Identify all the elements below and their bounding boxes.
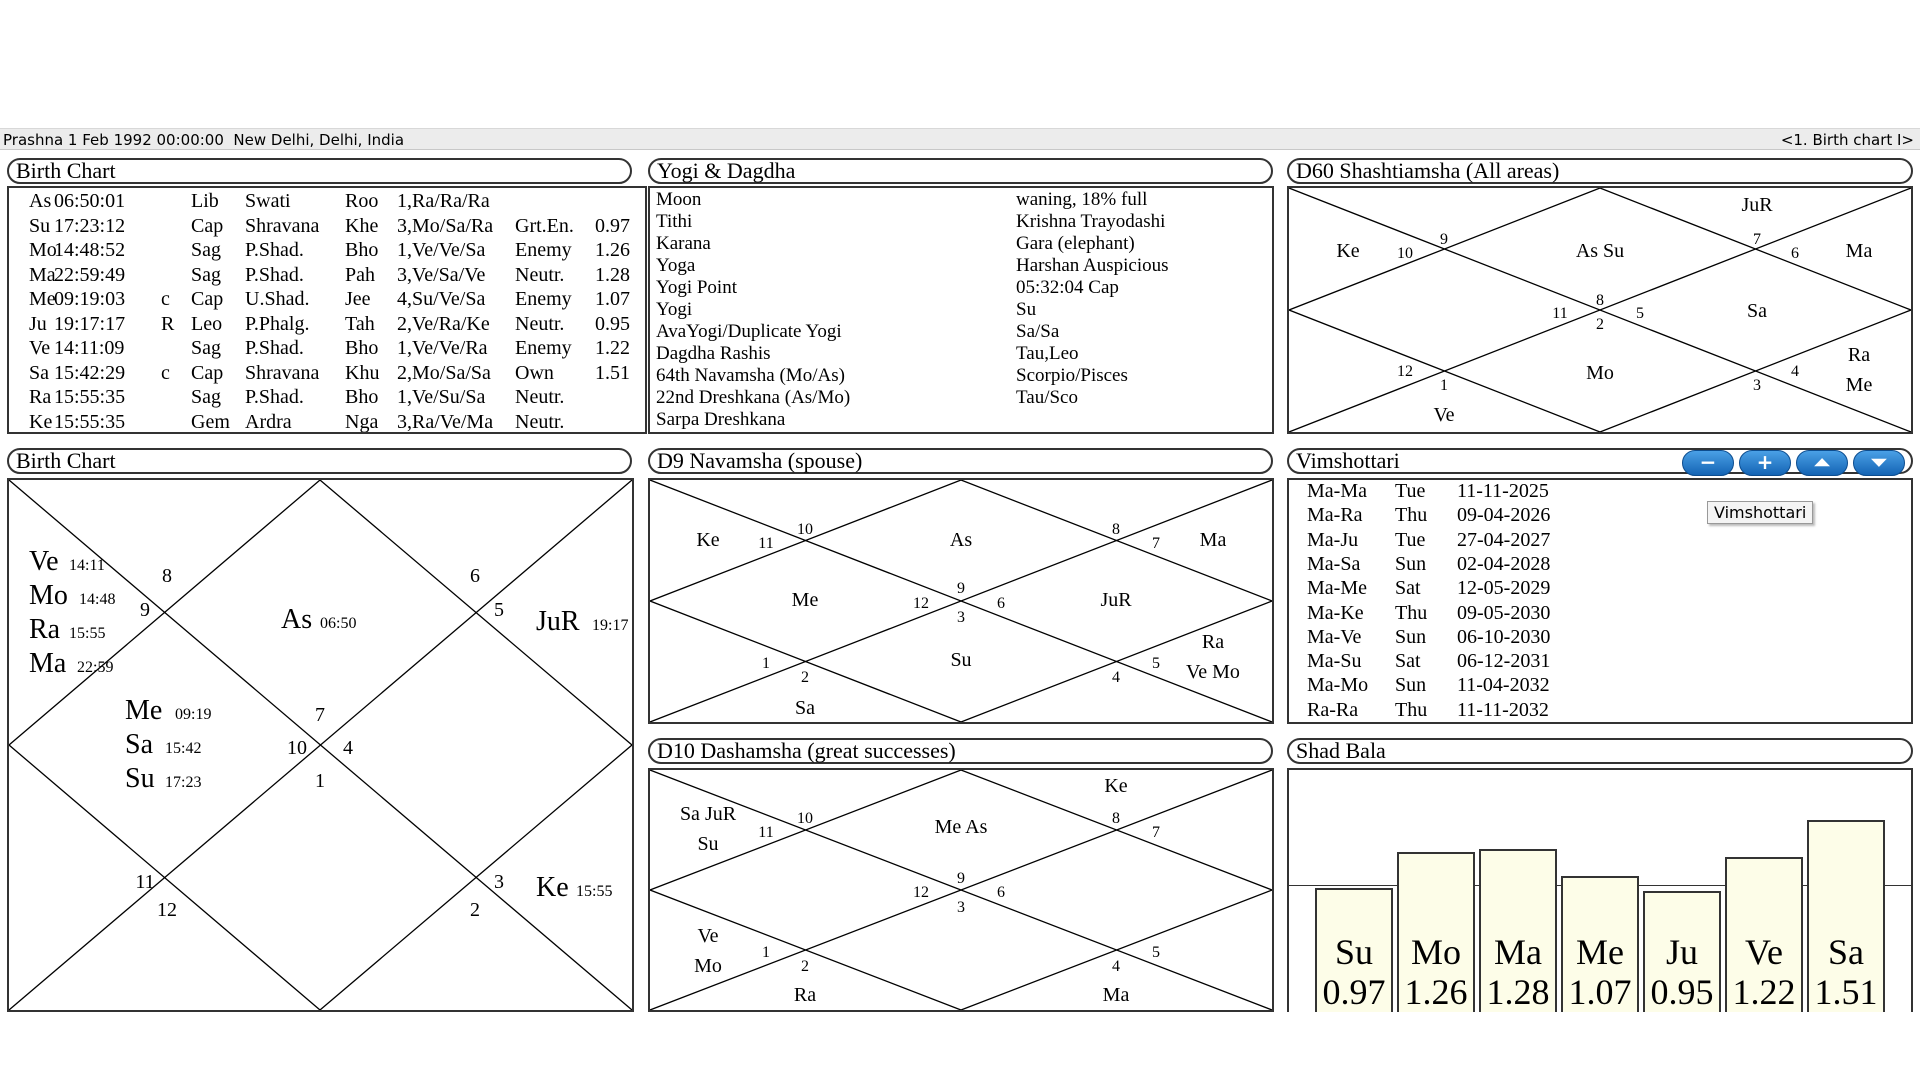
d60-house12: JuR [1741, 194, 1773, 216]
cell-k: Tah [345, 312, 375, 335]
dasha-a: Ra-Ra [1307, 698, 1359, 721]
d10-num: 6 [997, 884, 1005, 901]
yogi-row [654, 409, 1274, 431]
cell-v: 0.95 [595, 312, 630, 335]
cell-r: R [161, 312, 175, 335]
house-num: 6 [470, 565, 480, 587]
cell-n: Shravana [245, 214, 320, 237]
d60-num: 12 [1397, 363, 1413, 380]
cell-p: Ke [29, 410, 53, 433]
cell-n: P.Shad. [245, 239, 304, 261]
asc-time: 06:50 [320, 615, 357, 632]
vimshottari-title[interactable]: Vimshottari [1287, 448, 1913, 474]
d60-num: 10 [1397, 245, 1413, 262]
cell-k: Pah [345, 263, 375, 286]
yogi-row [654, 211, 1274, 233]
cell-k: Bho [345, 337, 379, 359]
dasha-dt: 06-12-2031 [1457, 650, 1551, 673]
chart-info: Prashna 1 Feb 1992 00:00:00 New Delhi, Delhi, India [3, 131, 405, 149]
d9-house9-a: Ra [1201, 631, 1225, 653]
d10-num: 11 [758, 824, 774, 841]
d10-house12: Ke [1104, 775, 1128, 797]
house-num: 4 [343, 737, 353, 759]
ketu-time: 15:55 [576, 883, 613, 900]
d60-house10: Sa [1747, 300, 1767, 322]
planet-row [9, 214, 647, 238]
d10-house1: Me As [934, 816, 988, 838]
d10-num: 8 [1112, 810, 1120, 827]
d9-num: 8 [1112, 521, 1120, 538]
d9-house7: Su [950, 649, 972, 671]
bar-value-label: 1.22 [1732, 972, 1796, 1012]
cell-rel: Neutr. [515, 263, 565, 286]
d60-num: 1 [1440, 377, 1448, 394]
yogi-key: AvaYogi/Duplicate Yogi [656, 321, 842, 342]
yogi-value: waning, 18% full [1016, 189, 1148, 210]
sun-time: 17:23 [165, 774, 202, 791]
dasha-dt: 09-04-2026 [1457, 504, 1551, 527]
d10-title[interactable]: D10 Dashamsha (great successes) [648, 738, 1273, 764]
house-num: 12 [157, 899, 177, 921]
planet-row [9, 287, 647, 311]
cell-t: 22:59:49 [54, 263, 126, 286]
d60-num: 5 [1636, 305, 1644, 322]
cell-d: 3,Ra/Ve/Ma [397, 410, 494, 433]
cell-k: Nga [345, 410, 379, 433]
yogi-key: Tithi [656, 211, 693, 232]
d9-house11: Ma [1199, 529, 1227, 551]
dasha-row[interactable] [1307, 553, 1867, 577]
d10-num: 9 [957, 870, 965, 887]
bar-area [1289, 770, 1911, 1012]
dasha-d: Sun [1395, 552, 1427, 575]
dasha-a: Ma-Ra [1307, 504, 1363, 527]
yogi-value: 05:32:04 Cap [1016, 277, 1119, 298]
cell-s: Sag [191, 239, 221, 261]
yogi-row [654, 277, 1274, 299]
cell-r: c [161, 361, 170, 384]
birth-table-panel [7, 186, 647, 434]
yogi-table [654, 189, 1274, 434]
dasha-dt: 11-04-2032 [1457, 674, 1550, 697]
bar-value-label: 1.28 [1486, 972, 1550, 1012]
d60-house6: Ve [1433, 404, 1455, 426]
yogi-key: Yogi [656, 299, 693, 320]
cell-n: U.Shad. [245, 288, 310, 310]
yogi-value: Sa/Sa [1016, 321, 1060, 342]
cell-rel: Enemy [515, 239, 572, 261]
mercury-time: 09:19 [175, 706, 212, 723]
expand-button[interactable]: + [1739, 450, 1791, 476]
yogi-row [654, 387, 1274, 409]
dasha-row[interactable] [1307, 650, 1867, 674]
bar-planet-label: Mo [1410, 932, 1461, 972]
cell-d: 2,Mo/Sa/Sa [397, 361, 491, 384]
dasha-a: Ma-Ma [1307, 480, 1367, 502]
dasha-a: Ma-Ke [1307, 601, 1364, 624]
d9-house9-b: Ve Mo [1186, 661, 1240, 683]
d60-house9-a: Ra [1847, 344, 1871, 366]
mars-label: Ma [29, 648, 67, 679]
asc-planet: As [281, 604, 313, 635]
d9-num: 12 [913, 595, 929, 612]
moon-time: 14:48 [79, 591, 116, 608]
cell-v: 1.28 [595, 263, 630, 286]
bar-value-label: 0.95 [1650, 972, 1714, 1012]
d60-chart-svg [1289, 188, 1911, 432]
cell-t: 09:19:03 [54, 288, 126, 310]
mercury-label: Me [125, 695, 163, 726]
cell-n: P.Shad. [245, 386, 304, 408]
d10-num: 5 [1152, 944, 1160, 961]
cell-p: Ve [29, 337, 51, 359]
dasha-a: Ma-Ju [1307, 528, 1359, 551]
birth-chart-svg [9, 480, 632, 1010]
cell-s: Gem [191, 410, 230, 433]
jupiter-time: 19:17 [592, 617, 629, 634]
cell-rel: Neutr. [515, 312, 565, 335]
d60-house3: Ke [1336, 240, 1360, 262]
d9-house1: As [949, 529, 973, 551]
house-num: 9 [140, 599, 150, 621]
cell-rel: Neutr. [515, 410, 565, 433]
dasha-dt: 12-05-2029 [1457, 577, 1551, 600]
cell-r: c [161, 288, 170, 310]
bar-value-label: 0.97 [1322, 972, 1386, 1012]
yogi-row [654, 233, 1274, 255]
dasha-d: Sat [1395, 577, 1421, 600]
d60-title[interactable]: D60 Shashtiamsha (All areas) [1287, 158, 1913, 184]
yogi-dagdha-title[interactable]: Yogi & Dagdha [648, 158, 1273, 184]
cell-p: Ju [29, 312, 47, 335]
cell-d: 1,Ve/Ve/Sa [397, 239, 486, 261]
dasha-row[interactable] [1307, 626, 1867, 650]
venus-time: 14:11 [69, 557, 105, 574]
chart-selector[interactable]: <1. Birth chart I> [1780, 131, 1914, 149]
bar-value-label: 1.07 [1568, 972, 1632, 1012]
cell-s: Sag [191, 386, 221, 408]
d9-num: 11 [758, 535, 774, 552]
d10-house2-b: Su [697, 833, 719, 855]
d9-num: 3 [957, 609, 965, 626]
cell-rel: Grt.En. [515, 214, 574, 237]
rahu-time: 15:55 [69, 625, 106, 642]
d60-num: 3 [1753, 377, 1761, 394]
d10-num: 2 [801, 958, 809, 975]
cell-v: 1.22 [595, 337, 630, 359]
d10-house5-b: Mo [694, 955, 722, 977]
cell-rel: Neutr. [515, 386, 565, 408]
cell-p: Mo [29, 239, 57, 261]
d10-num: 12 [913, 884, 929, 901]
house-num: 10 [287, 737, 307, 759]
d9-num: 5 [1152, 655, 1160, 672]
dasha-d: Thu [1395, 601, 1428, 624]
cell-v: 1.26 [595, 239, 630, 261]
yogi-value: Gara (elephant) [1016, 233, 1135, 254]
dasha-dt: 11-11-2032 [1457, 698, 1549, 721]
cell-s: Cap [191, 361, 224, 384]
d10-house6: Ra [793, 984, 817, 1006]
cell-t: 14:11:09 [54, 337, 125, 359]
yogi-value: Krishna Trayodashi [1016, 211, 1166, 232]
cell-t: 14:48:52 [54, 239, 126, 261]
planet-table [9, 189, 647, 434]
yogi-key: Dagdha Rashis [656, 343, 771, 364]
d60-num: 4 [1791, 363, 1799, 380]
tooltip: Vimshottari [1707, 501, 1813, 524]
d10-num: 7 [1152, 824, 1160, 841]
cell-s: Lib [191, 190, 219, 212]
house-num: 5 [494, 599, 504, 621]
house-num: 11 [135, 871, 155, 893]
bar-planet-label: Ma [1494, 932, 1542, 972]
d10-num: 3 [957, 899, 965, 916]
cell-rel: Enemy [515, 288, 572, 310]
cell-t: 15:55:35 [54, 410, 126, 433]
house-num: 1 [315, 770, 325, 792]
dasha-row[interactable] [1307, 602, 1867, 626]
rahu-label: Ra [29, 614, 61, 645]
cell-k: Khe [345, 214, 379, 237]
dasha-d: Tue [1395, 480, 1426, 502]
planet-row [9, 238, 647, 262]
yogi-dagdha-panel [648, 186, 1274, 434]
bar-planet-label: Su [1334, 932, 1374, 972]
vimshottari-panel [1287, 478, 1913, 724]
birth-table-title[interactable]: Birth Chart [7, 158, 632, 184]
cell-n: Swati [245, 190, 291, 212]
cell-n: Ardra [245, 410, 292, 433]
cell-s: Cap [191, 288, 224, 310]
cell-s: Sag [191, 263, 221, 286]
dasha-dt: 09-05-2030 [1457, 601, 1551, 624]
d60-num: 7 [1753, 231, 1761, 248]
cell-d: 1,Ra/Ra/Ra [397, 190, 490, 212]
planet-row [9, 263, 647, 287]
mars-time: 22:59 [77, 659, 114, 676]
dasha-d: Thu [1395, 504, 1428, 527]
cell-n: P.Phalg. [245, 312, 310, 335]
d9-num: 2 [801, 669, 809, 686]
d9-num: 7 [1152, 535, 1160, 552]
house-num: 2 [470, 899, 480, 921]
cell-k: Khu [345, 361, 380, 384]
birth-chart-title[interactable]: Birth Chart [7, 448, 632, 474]
cell-v: 1.07 [595, 288, 630, 310]
d10-num: 4 [1112, 958, 1120, 975]
d9-num: 6 [997, 595, 1005, 612]
dasha-dt: 11-11-2025 [1457, 480, 1549, 502]
house-num: 7 [315, 704, 325, 726]
birth-chart[interactable] [7, 478, 634, 1012]
dasha-a: Ma-Me [1307, 577, 1367, 600]
dasha-dt: 02-04-2028 [1457, 552, 1551, 575]
d9-num: 10 [797, 521, 813, 538]
d60-num: 11 [1552, 305, 1568, 322]
jupiter-label: JuR [536, 606, 580, 637]
cell-p: Sa [29, 361, 49, 384]
cell-p: Ra [29, 386, 52, 408]
d60-num: 8 [1596, 292, 1604, 309]
d60-house7: Mo [1586, 362, 1614, 384]
d9-house3: Ke [696, 529, 720, 551]
d10-num: 10 [797, 810, 813, 827]
dasha-row[interactable] [1307, 699, 1867, 723]
yogi-row [654, 343, 1274, 365]
d9-chart[interactable] [648, 478, 1274, 724]
saturn-label: Sa [125, 729, 153, 760]
cell-t: 17:23:12 [54, 214, 126, 237]
yogi-row [654, 321, 1274, 343]
d9-house10: JuR [1100, 589, 1132, 611]
cell-p: Su [29, 214, 51, 237]
planet-row [9, 361, 647, 385]
yogi-key: Karana [656, 233, 711, 254]
d9-num: 4 [1112, 669, 1120, 686]
planet-row [9, 336, 647, 360]
d60-num: 2 [1596, 316, 1604, 333]
planet-row [9, 312, 647, 336]
bar-planet-label: Sa [1828, 932, 1864, 972]
chart-info-bar [0, 128, 1920, 150]
cell-v: 1.51 [595, 361, 630, 384]
scroll-down-button[interactable]: ⏷ [1853, 450, 1905, 476]
d10-chart-svg [650, 770, 1272, 1010]
d10-house2-a: Sa JuR [679, 803, 737, 825]
dasha-a: Ma-Sa [1307, 552, 1361, 575]
sun-label: Su [125, 763, 155, 794]
d10-house8: Ma [1102, 984, 1130, 1006]
cell-p: Me [29, 288, 56, 310]
d9-chart-svg [650, 480, 1272, 722]
saturn-time: 15:42 [165, 740, 202, 757]
cell-rel: Enemy [515, 337, 572, 359]
cell-t: 19:17:17 [54, 312, 126, 335]
cell-p: Ma [29, 263, 56, 286]
yogi-value: Scorpio/Pisces [1016, 365, 1128, 386]
cell-d: 1,Ve/Su/Sa [397, 386, 486, 408]
yogi-row [654, 299, 1274, 321]
yogi-value: Tau/Sco [1016, 387, 1078, 408]
cell-t: 06:50:01 [54, 190, 126, 212]
cell-k: Roo [345, 190, 379, 212]
ketu-label: Ke [536, 872, 569, 903]
dasha-a: Ma-Su [1307, 650, 1362, 673]
yogi-key: Sarpa Dreshkana [656, 409, 786, 430]
d9-num: 1 [762, 655, 770, 672]
dasha-d: Thu [1395, 698, 1428, 721]
d9-title[interactable]: D9 Navamsha (spouse) [648, 448, 1273, 474]
bar-value-label: 1.51 [1814, 972, 1878, 1012]
planet-row [9, 410, 647, 434]
cell-d: 4,Su/Ve/Sa [397, 288, 486, 310]
planet-row [9, 189, 647, 213]
bar-planet-label: Ve [1745, 932, 1783, 972]
yogi-value: Tau,Leo [1016, 343, 1079, 364]
d10-num: 1 [762, 944, 770, 961]
cell-d: 3,Mo/Sa/Ra [397, 214, 494, 237]
d9-house4: Me [791, 589, 819, 611]
dasha-row[interactable] [1307, 674, 1867, 698]
yogi-key: 64th Navamsha (Mo/As) [656, 365, 845, 386]
dasha-d: Tue [1395, 528, 1426, 551]
dasha-dt: 06-10-2030 [1457, 625, 1551, 648]
cell-rel: Own [515, 361, 554, 384]
d9-num: 9 [957, 580, 965, 597]
d60-house9-b: Me [1845, 374, 1873, 396]
cell-k: Bho [345, 386, 379, 408]
cell-s: Cap [191, 214, 224, 237]
shad-bala-chart [1287, 768, 1913, 1012]
cell-n: P.Shad. [245, 337, 304, 359]
cell-d: 3,Ve/Sa/Ve [397, 263, 486, 286]
yogi-row [654, 365, 1274, 387]
dasha-row[interactable] [1307, 529, 1867, 553]
moon-label: Mo [29, 580, 68, 611]
shad-bala-title[interactable]: Shad Bala [1287, 738, 1913, 764]
venus-label: Ve [29, 546, 59, 577]
dasha-d: Sun [1395, 674, 1427, 697]
d60-house11: Ma [1845, 240, 1873, 262]
yogi-key: 22nd Dreshkana (As/Mo) [656, 387, 851, 408]
d60-num: 9 [1440, 231, 1448, 248]
cell-v: 0.97 [595, 214, 630, 237]
house-num: 8 [162, 565, 172, 587]
cell-d: 2,Ve/Ra/Ke [397, 312, 490, 335]
dasha-dt: 27-04-2027 [1457, 528, 1551, 551]
d60-num: 6 [1791, 245, 1799, 262]
d9-house6: Sa [795, 697, 815, 719]
yogi-row [654, 255, 1274, 277]
yogi-row [654, 189, 1274, 211]
dasha-a: Ma-Ve [1307, 625, 1362, 648]
collapse-button[interactable]: − [1682, 450, 1734, 476]
cell-k: Jee [345, 288, 371, 310]
planet-row [9, 385, 647, 409]
cell-k: Bho [345, 239, 379, 261]
bar-planet-label: Me [1576, 932, 1624, 972]
cell-p: As [29, 190, 52, 212]
dasha-d: Sun [1395, 625, 1427, 648]
cell-n: Shravana [245, 361, 320, 384]
cell-s: Sag [191, 337, 221, 359]
house-num: 3 [494, 871, 504, 893]
dasha-a: Ma-Mo [1307, 674, 1369, 697]
d60-house1: As Su [1575, 240, 1625, 262]
d10-house5-a: Ve [697, 925, 719, 947]
bar-value-label: 1.26 [1404, 972, 1468, 1012]
dasha-d: Sat [1395, 650, 1421, 673]
cell-t: 15:42:29 [54, 361, 126, 384]
d60-chart[interactable] [1287, 186, 1913, 434]
yogi-value: Harshan Auspicious [1016, 255, 1169, 276]
yogi-key: Yoga [656, 255, 696, 276]
cell-s: Leo [191, 312, 223, 335]
cell-n: P.Shad. [245, 263, 304, 286]
dasha-row[interactable] [1307, 577, 1867, 601]
yogi-value: Su [1016, 299, 1037, 320]
scroll-up-button[interactable]: ⏶ [1796, 450, 1848, 476]
bar-planet-label: Ju [1665, 932, 1698, 972]
cell-d: 1,Ve/Ve/Ra [397, 337, 488, 359]
d10-chart[interactable] [648, 768, 1274, 1012]
yogi-key: Yogi Point [656, 277, 737, 298]
cell-t: 15:55:35 [54, 386, 126, 408]
yogi-key: Moon [656, 189, 702, 210]
